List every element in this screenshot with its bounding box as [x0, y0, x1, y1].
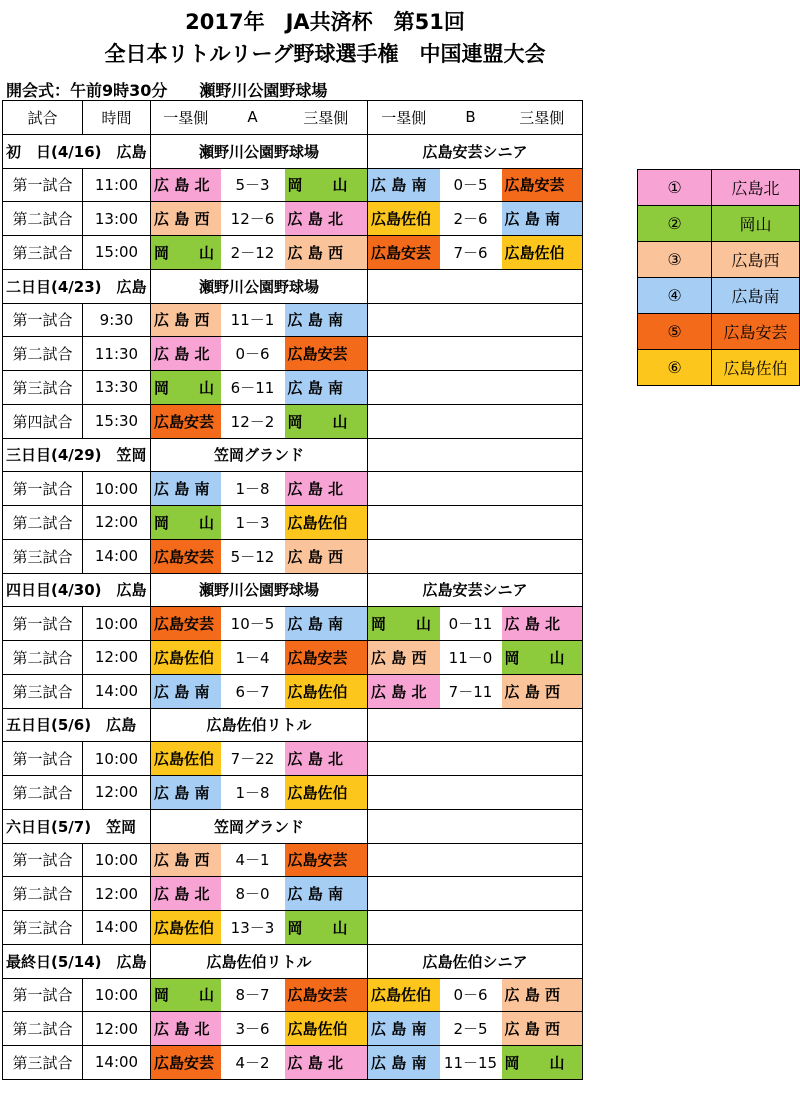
- game-time: 11:00: [83, 168, 151, 202]
- header-row: [3, 101, 583, 135]
- field-a-first-base-team: 広島佐伯: [151, 911, 221, 945]
- day-header-row: [3, 134, 583, 168]
- game-time: 12:00: [83, 776, 151, 810]
- header-first-base-a: 一塁側: [151, 101, 221, 135]
- field-b-third-base-team: 岡 山: [502, 641, 583, 675]
- field-b-first-base-team: 広 島 北: [368, 674, 440, 708]
- field-b-third-base-team: 広島佐伯: [502, 236, 583, 270]
- field-a-score: 5－12: [221, 539, 285, 573]
- field-b-first-base-team: [368, 404, 440, 438]
- legend-number: ④: [638, 278, 712, 314]
- schedule-table: [2, 100, 583, 1080]
- field-b-third-base-team: 広 島 西: [502, 674, 583, 708]
- field-a-first-base-team: 広 島 北: [151, 168, 221, 202]
- field-a-third-base-team: 広島安芸: [285, 978, 368, 1012]
- match-number: 第一試合: [3, 978, 83, 1012]
- field-a-first-base-team: 広島安芸: [151, 404, 221, 438]
- field-a-third-base-team: 広 島 北: [285, 202, 368, 236]
- day-label: 三日目(4/29) 笠岡: [3, 438, 151, 472]
- venue-b: [368, 708, 583, 742]
- field-a-first-base-team: 広島佐伯: [151, 742, 221, 776]
- game-row: [3, 843, 583, 877]
- field-a-first-base-team: 広 島 西: [151, 303, 221, 337]
- match-number: 第二試合: [3, 506, 83, 540]
- field-a-third-base-team: 岡 山: [285, 168, 368, 202]
- day-header-row: [3, 809, 583, 843]
- field-b-score: [440, 404, 502, 438]
- venue-a: 笠岡グランド: [151, 438, 368, 472]
- game-time: 15:30: [83, 404, 151, 438]
- day-header-row: [3, 269, 583, 303]
- match-number: 第二試合: [3, 337, 83, 371]
- field-b-first-base-team: 広 島 西: [368, 641, 440, 675]
- field-b-third-base-team: 広 島 北: [502, 607, 583, 641]
- venue-a: 笠岡グランド: [151, 809, 368, 843]
- day-header-row: [3, 573, 583, 607]
- field-b-first-base-team: 広島安芸: [368, 236, 440, 270]
- field-b-score: 11－0: [440, 641, 502, 675]
- day-label: 二日目(4/23) 広島: [3, 269, 151, 303]
- field-a-first-base-team: 広島安芸: [151, 607, 221, 641]
- match-number: 第三試合: [3, 1046, 83, 1080]
- field-b-score: [440, 371, 502, 405]
- match-number: 第二試合: [3, 776, 83, 810]
- game-row: [3, 674, 583, 708]
- venue-a: 瀬野川公園野球場: [151, 573, 368, 607]
- field-b-score: [440, 539, 502, 573]
- legend-row: [638, 314, 800, 350]
- game-time: 13:30: [83, 371, 151, 405]
- game-time: 9:30: [83, 303, 151, 337]
- game-row: [3, 236, 583, 270]
- field-b-first-base-team: [368, 472, 440, 506]
- field-a-first-base-team: 広島安芸: [151, 1046, 221, 1080]
- game-row: [3, 742, 583, 776]
- game-row: [3, 539, 583, 573]
- legend-row: [638, 350, 800, 386]
- field-a-third-base-team: 広 島 北: [285, 472, 368, 506]
- title-line1: 2017年 JA共済杯 第51回: [185, 10, 465, 34]
- header-field-b: B: [440, 101, 502, 135]
- field-a-third-base-team: 広 島 北: [285, 1046, 368, 1080]
- venue-b: [368, 809, 583, 843]
- field-b-first-base-team: [368, 337, 440, 371]
- field-a-score: 1－8: [221, 776, 285, 810]
- field-b-score: 2－6: [440, 202, 502, 236]
- field-a-third-base-team: 広島佐伯: [285, 674, 368, 708]
- legend-number: ②: [638, 206, 712, 242]
- legend-row: [638, 206, 800, 242]
- game-row: [3, 776, 583, 810]
- field-b-score: 11－15: [440, 1046, 502, 1080]
- match-number: 第一試合: [3, 472, 83, 506]
- match-number: 第一試合: [3, 607, 83, 641]
- game-row: [3, 202, 583, 236]
- field-a-score: 1－4: [221, 641, 285, 675]
- field-a-third-base-team: 広島佐伯: [285, 506, 368, 540]
- field-a-score: 12－2: [221, 404, 285, 438]
- legend-row: [638, 278, 800, 314]
- legend-team: 広島南: [712, 278, 800, 314]
- game-row: [3, 607, 583, 641]
- field-a-first-base-team: 岡 山: [151, 371, 221, 405]
- field-b-first-base-team: 広 島 南: [368, 168, 440, 202]
- field-b-score: 0－11: [440, 607, 502, 641]
- game-time: 14:00: [83, 1046, 151, 1080]
- game-row: [3, 978, 583, 1012]
- field-a-score: 3－6: [221, 1012, 285, 1046]
- field-a-score: 6－7: [221, 674, 285, 708]
- field-a-score: 4－1: [221, 843, 285, 877]
- field-b-first-base-team: 広 島 南: [368, 1046, 440, 1080]
- field-a-score: 1－8: [221, 472, 285, 506]
- match-number: 第二試合: [3, 641, 83, 675]
- game-row: [3, 472, 583, 506]
- field-a-first-base-team: 岡 山: [151, 236, 221, 270]
- venue-b: 広島安芸シニア: [368, 573, 583, 607]
- match-number: 第三試合: [3, 236, 83, 270]
- field-a-first-base-team: 広 島 南: [151, 674, 221, 708]
- field-b-third-base-team: [502, 506, 583, 540]
- field-b-third-base-team: 広 島 西: [502, 978, 583, 1012]
- field-b-third-base-team: [502, 303, 583, 337]
- field-a-score: 4－2: [221, 1046, 285, 1080]
- legend-number: ①: [638, 170, 712, 206]
- field-a-first-base-team: 広 島 南: [151, 776, 221, 810]
- field-a-third-base-team: 広 島 西: [285, 539, 368, 573]
- game-time: 12:00: [83, 641, 151, 675]
- match-number: 第一試合: [3, 168, 83, 202]
- game-time: 11:30: [83, 337, 151, 371]
- venue-a: 瀬野川公園野球場: [151, 269, 368, 303]
- day-label: 四日目(4/30) 広島: [3, 573, 151, 607]
- field-b-third-base-team: 広 島 南: [502, 202, 583, 236]
- field-a-third-base-team: 岡 山: [285, 404, 368, 438]
- game-time: 10:00: [83, 742, 151, 776]
- match-number: 第一試合: [3, 303, 83, 337]
- legend-number: ③: [638, 242, 712, 278]
- game-row: [3, 168, 583, 202]
- day-label: 初 日(4/16) 広島: [3, 134, 151, 168]
- field-a-third-base-team: 岡 山: [285, 911, 368, 945]
- field-a-score: 13－3: [221, 911, 285, 945]
- header-field-a: A: [221, 101, 285, 135]
- field-b-third-base-team: [502, 742, 583, 776]
- field-a-first-base-team: 広 島 北: [151, 877, 221, 911]
- game-time: 14:00: [83, 674, 151, 708]
- field-a-third-base-team: 広 島 北: [285, 742, 368, 776]
- day-header-row: [3, 708, 583, 742]
- opening-ceremony-info: 開会式：午前9時30分 瀬野川公園野球場: [6, 81, 328, 100]
- field-b-first-base-team: [368, 539, 440, 573]
- venue-a: 広島佐伯リトル: [151, 944, 368, 978]
- field-b-first-base-team: [368, 506, 440, 540]
- field-a-score: 6－11: [221, 371, 285, 405]
- game-row: [3, 1012, 583, 1046]
- field-b-first-base-team: [368, 371, 440, 405]
- field-b-third-base-team: [502, 843, 583, 877]
- venue-b: 広島佐伯シニア: [368, 944, 583, 978]
- field-a-first-base-team: 岡 山: [151, 506, 221, 540]
- day-label: 五日目(5/6) 広島: [3, 708, 151, 742]
- field-a-first-base-team: 広島佐伯: [151, 641, 221, 675]
- match-number: 第三試合: [3, 539, 83, 573]
- game-row: [3, 303, 583, 337]
- venue-b: 広島安芸シニア: [368, 134, 583, 168]
- game-time: 10:00: [83, 978, 151, 1012]
- header-third-base-b: 三塁側: [502, 101, 583, 135]
- day-label: 最終日(5/14) 広島: [3, 944, 151, 978]
- field-a-first-base-team: 広島安芸: [151, 539, 221, 573]
- field-a-score: 11－1: [221, 303, 285, 337]
- legend-number: ⑥: [638, 350, 712, 386]
- venue-a: 広島佐伯リトル: [151, 708, 368, 742]
- game-time: 14:00: [83, 539, 151, 573]
- field-a-score: 2－12: [221, 236, 285, 270]
- header-third-base-a: 三塁側: [285, 101, 368, 135]
- field-a-third-base-team: 広 島 南: [285, 607, 368, 641]
- field-b-first-base-team: 広島佐伯: [368, 978, 440, 1012]
- field-b-score: [440, 911, 502, 945]
- field-b-first-base-team: 広島佐伯: [368, 202, 440, 236]
- field-a-first-base-team: 岡 山: [151, 978, 221, 1012]
- field-b-score: [440, 843, 502, 877]
- field-a-score: 5－3: [221, 168, 285, 202]
- field-b-first-base-team: [368, 843, 440, 877]
- field-a-third-base-team: 広 島 南: [285, 303, 368, 337]
- field-b-third-base-team: 広島安芸: [502, 168, 583, 202]
- field-b-score: [440, 303, 502, 337]
- field-b-score: 2－5: [440, 1012, 502, 1046]
- game-time: 10:00: [83, 472, 151, 506]
- field-b-first-base-team: 広 島 南: [368, 1012, 440, 1046]
- field-b-first-base-team: [368, 911, 440, 945]
- game-time: 14:00: [83, 911, 151, 945]
- legend-team: 広島北: [712, 170, 800, 206]
- field-b-first-base-team: [368, 742, 440, 776]
- field-a-first-base-team: 広 島 北: [151, 1012, 221, 1046]
- header-time: 時間: [83, 101, 151, 135]
- game-time: 12:00: [83, 877, 151, 911]
- field-b-third-base-team: [502, 371, 583, 405]
- legend-team: 岡山: [712, 206, 800, 242]
- header-match: 試合: [3, 101, 83, 135]
- game-row: [3, 371, 583, 405]
- title-line2: 全日本リトルリーグ野球選手権 中国連盟大会: [104, 42, 546, 66]
- header-first-base-b: 一塁側: [368, 101, 440, 135]
- field-a-score: 8－0: [221, 877, 285, 911]
- field-a-first-base-team: 広 島 南: [151, 472, 221, 506]
- day-header-row: [3, 944, 583, 978]
- field-b-score: 0－6: [440, 978, 502, 1012]
- field-a-third-base-team: 広島佐伯: [285, 776, 368, 810]
- field-b-third-base-team: 岡 山: [502, 1046, 583, 1080]
- field-b-third-base-team: [502, 404, 583, 438]
- field-b-score: [440, 337, 502, 371]
- game-row: [3, 877, 583, 911]
- game-row: [3, 404, 583, 438]
- field-a-score: 8－7: [221, 978, 285, 1012]
- field-a-third-base-team: 広 島 西: [285, 236, 368, 270]
- legend-team: 広島佐伯: [712, 350, 800, 386]
- legend-row: [638, 170, 800, 206]
- game-time: 12:00: [83, 506, 151, 540]
- match-number: 第二試合: [3, 202, 83, 236]
- match-number: 第四試合: [3, 404, 83, 438]
- field-a-score: 10－5: [221, 607, 285, 641]
- field-b-score: 0－5: [440, 168, 502, 202]
- field-a-score: 1－3: [221, 506, 285, 540]
- legend-row: [638, 242, 800, 278]
- field-b-first-base-team: [368, 877, 440, 911]
- match-number: 第二試合: [3, 877, 83, 911]
- game-row: [3, 641, 583, 675]
- field-a-first-base-team: 広 島 西: [151, 843, 221, 877]
- field-b-score: [440, 506, 502, 540]
- field-b-score: 7－11: [440, 674, 502, 708]
- match-number: 第一試合: [3, 843, 83, 877]
- field-b-third-base-team: 広 島 西: [502, 1012, 583, 1046]
- field-a-first-base-team: 広 島 北: [151, 337, 221, 371]
- field-a-third-base-team: 広島安芸: [285, 641, 368, 675]
- field-a-score: 7－22: [221, 742, 285, 776]
- field-a-score: 12－6: [221, 202, 285, 236]
- legend-number: ⑤: [638, 314, 712, 350]
- field-a-third-base-team: 広 島 南: [285, 371, 368, 405]
- day-label: 六日目(5/7) 笠岡: [3, 809, 151, 843]
- field-b-third-base-team: [502, 337, 583, 371]
- field-b-third-base-team: [502, 472, 583, 506]
- field-a-third-base-team: 広 島 南: [285, 877, 368, 911]
- match-number: 第三試合: [3, 911, 83, 945]
- field-b-first-base-team: [368, 776, 440, 810]
- field-b-first-base-team: 岡 山: [368, 607, 440, 641]
- legend-team: 広島西: [712, 242, 800, 278]
- field-a-third-base-team: 広島安芸: [285, 843, 368, 877]
- venue-b: [368, 438, 583, 472]
- day-header-row: [3, 438, 583, 472]
- field-b-score: 7－6: [440, 236, 502, 270]
- field-b-score: [440, 472, 502, 506]
- match-number: 第一試合: [3, 742, 83, 776]
- field-a-first-base-team: 広 島 西: [151, 202, 221, 236]
- field-b-score: [440, 877, 502, 911]
- field-b-third-base-team: [502, 776, 583, 810]
- field-b-score: [440, 742, 502, 776]
- match-number: 第三試合: [3, 674, 83, 708]
- game-time: 15:00: [83, 236, 151, 270]
- game-row: [3, 337, 583, 371]
- game-row: [3, 506, 583, 540]
- game-time: 10:00: [83, 607, 151, 641]
- game-time: 13:00: [83, 202, 151, 236]
- field-b-score: [440, 776, 502, 810]
- field-b-third-base-team: [502, 539, 583, 573]
- game-time: 10:00: [83, 843, 151, 877]
- field-a-score: 0－6: [221, 337, 285, 371]
- field-b-first-base-team: [368, 303, 440, 337]
- match-number: 第二試合: [3, 1012, 83, 1046]
- game-row: [3, 1046, 583, 1080]
- field-a-third-base-team: 広島安芸: [285, 337, 368, 371]
- team-color-legend: [637, 169, 800, 386]
- field-b-third-base-team: [502, 911, 583, 945]
- field-b-third-base-team: [502, 877, 583, 911]
- venue-b: [368, 269, 583, 303]
- legend-team: 広島安芸: [712, 314, 800, 350]
- venue-a: 瀬野川公園野球場: [151, 134, 368, 168]
- game-time: 12:00: [83, 1012, 151, 1046]
- game-row: [3, 911, 583, 945]
- field-a-third-base-team: 広島佐伯: [285, 1012, 368, 1046]
- match-number: 第三試合: [3, 371, 83, 405]
